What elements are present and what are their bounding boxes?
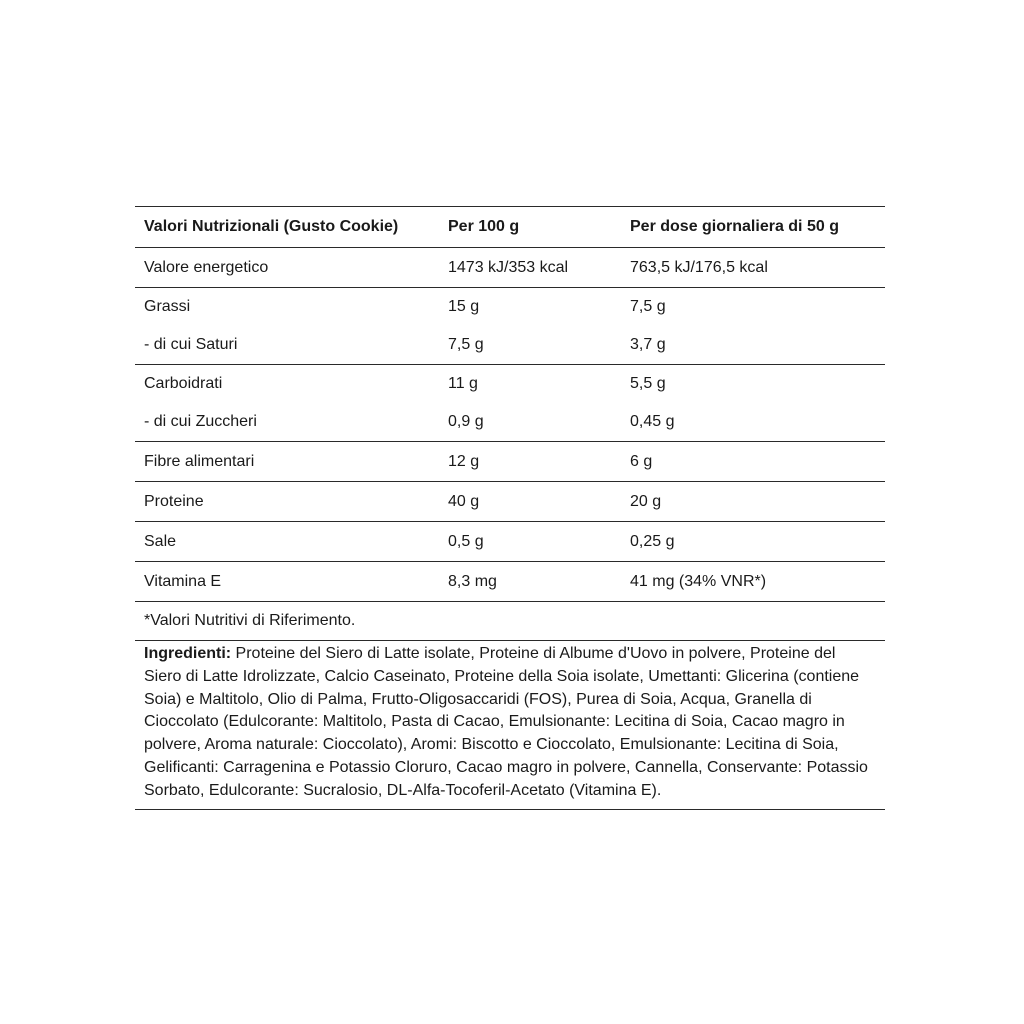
row-per-100g: 1473 kJ/353 kcal xyxy=(448,258,569,276)
row-per-100g: 15 g xyxy=(448,298,480,316)
table-rule xyxy=(135,809,885,810)
row-nutrient-name: - di cui Saturi xyxy=(144,336,238,354)
row-nutrient-name: Proteine xyxy=(144,492,204,510)
row-nutrient-name: - di cui Zuccheri xyxy=(144,413,257,431)
row-per-dose: 7,5 g xyxy=(630,298,666,316)
row-per-100g: 12 g xyxy=(448,452,480,470)
row-per-dose: 5,5 g xyxy=(630,375,666,393)
row-per-100g: 40 g xyxy=(448,492,480,510)
ingredients-label: Ingredienti: xyxy=(144,645,232,662)
row-per-100g: 11 g xyxy=(448,375,478,393)
row-nutrient-name: Sale xyxy=(144,532,177,550)
header-per-daily-dose: Per dose giornaliera di 50 g xyxy=(630,218,839,236)
row-per-dose: 763,5 kJ/176,5 kcal xyxy=(630,258,768,276)
vnr-footnote: *Valori Nutritivi di Riferimento. xyxy=(144,612,356,629)
row-nutrient-name: Fibre alimentari xyxy=(144,452,255,470)
table-row xyxy=(135,326,885,364)
table-row xyxy=(135,482,885,521)
table-row xyxy=(135,248,885,287)
nutrition-label xyxy=(135,206,885,810)
row-per-100g: 0,9 g xyxy=(448,413,484,431)
table-row xyxy=(135,522,885,561)
row-per-100g: 0,5 g xyxy=(448,532,484,550)
row-per-dose: 0,25 g xyxy=(630,532,675,550)
row-per-100g: 8,3 mg xyxy=(448,572,497,590)
ingredients-text: Proteine del Siero di Latte isolate, Proteine di Albume d'Uovo in polvere, Proteine del Siero di Latte Idrolizzate, Calcio Caseinato, Proteine della Soia isolate, Umettanti: Glicerina (contiene Soia) e Maltitolo, Olio di Palma, Frutto-Oligosaccaridi (FOS), Purea di Soia, Acqua, Granella di Cioccolato (Edulcorante: Maltitolo, Pasta di Cacao, Emulsionante: Lecitina di Soia, Cacao magro in polvere, Aroma naturale: Cioccolato), Aromi: Biscotto e Cioccolato, Emulsionante: Lecitina di Soia, Gelificanti: Carragenina e Potassio Cloruro, Cacao magro in polvere, Cannella, Conservante: Potassio Sorbato, Edulcorante: Sucralosio, DL-Alfa-Tocoferil-Acetato (Vitamina E). xyxy=(144,645,868,799)
table-row xyxy=(135,288,885,326)
header-nutrition-values: Valori Nutrizionali (Gusto Cookie) xyxy=(144,218,399,236)
ingredients-block xyxy=(135,641,885,809)
table-row xyxy=(135,403,885,441)
header-per-100g: Per 100 g xyxy=(448,218,520,236)
table-header-row xyxy=(135,207,885,247)
row-nutrient-name: Grassi xyxy=(144,298,191,316)
row-per-dose: 3,7 g xyxy=(630,336,666,354)
row-nutrient-name: Carboidrati xyxy=(144,375,223,393)
row-per-dose: 6 g xyxy=(630,452,653,470)
row-per-dose: 20 g xyxy=(630,492,662,510)
table-row xyxy=(135,365,885,403)
row-nutrient-name: Vitamina E xyxy=(144,572,222,590)
row-per-dose: 0,45 g xyxy=(630,413,675,431)
row-nutrient-name: Valore energetico xyxy=(144,258,269,276)
table-row xyxy=(135,562,885,601)
row-per-dose: 41 mg (34% VNR*) xyxy=(630,572,767,590)
table-row xyxy=(135,442,885,481)
row-per-100g: 7,5 g xyxy=(448,336,484,354)
